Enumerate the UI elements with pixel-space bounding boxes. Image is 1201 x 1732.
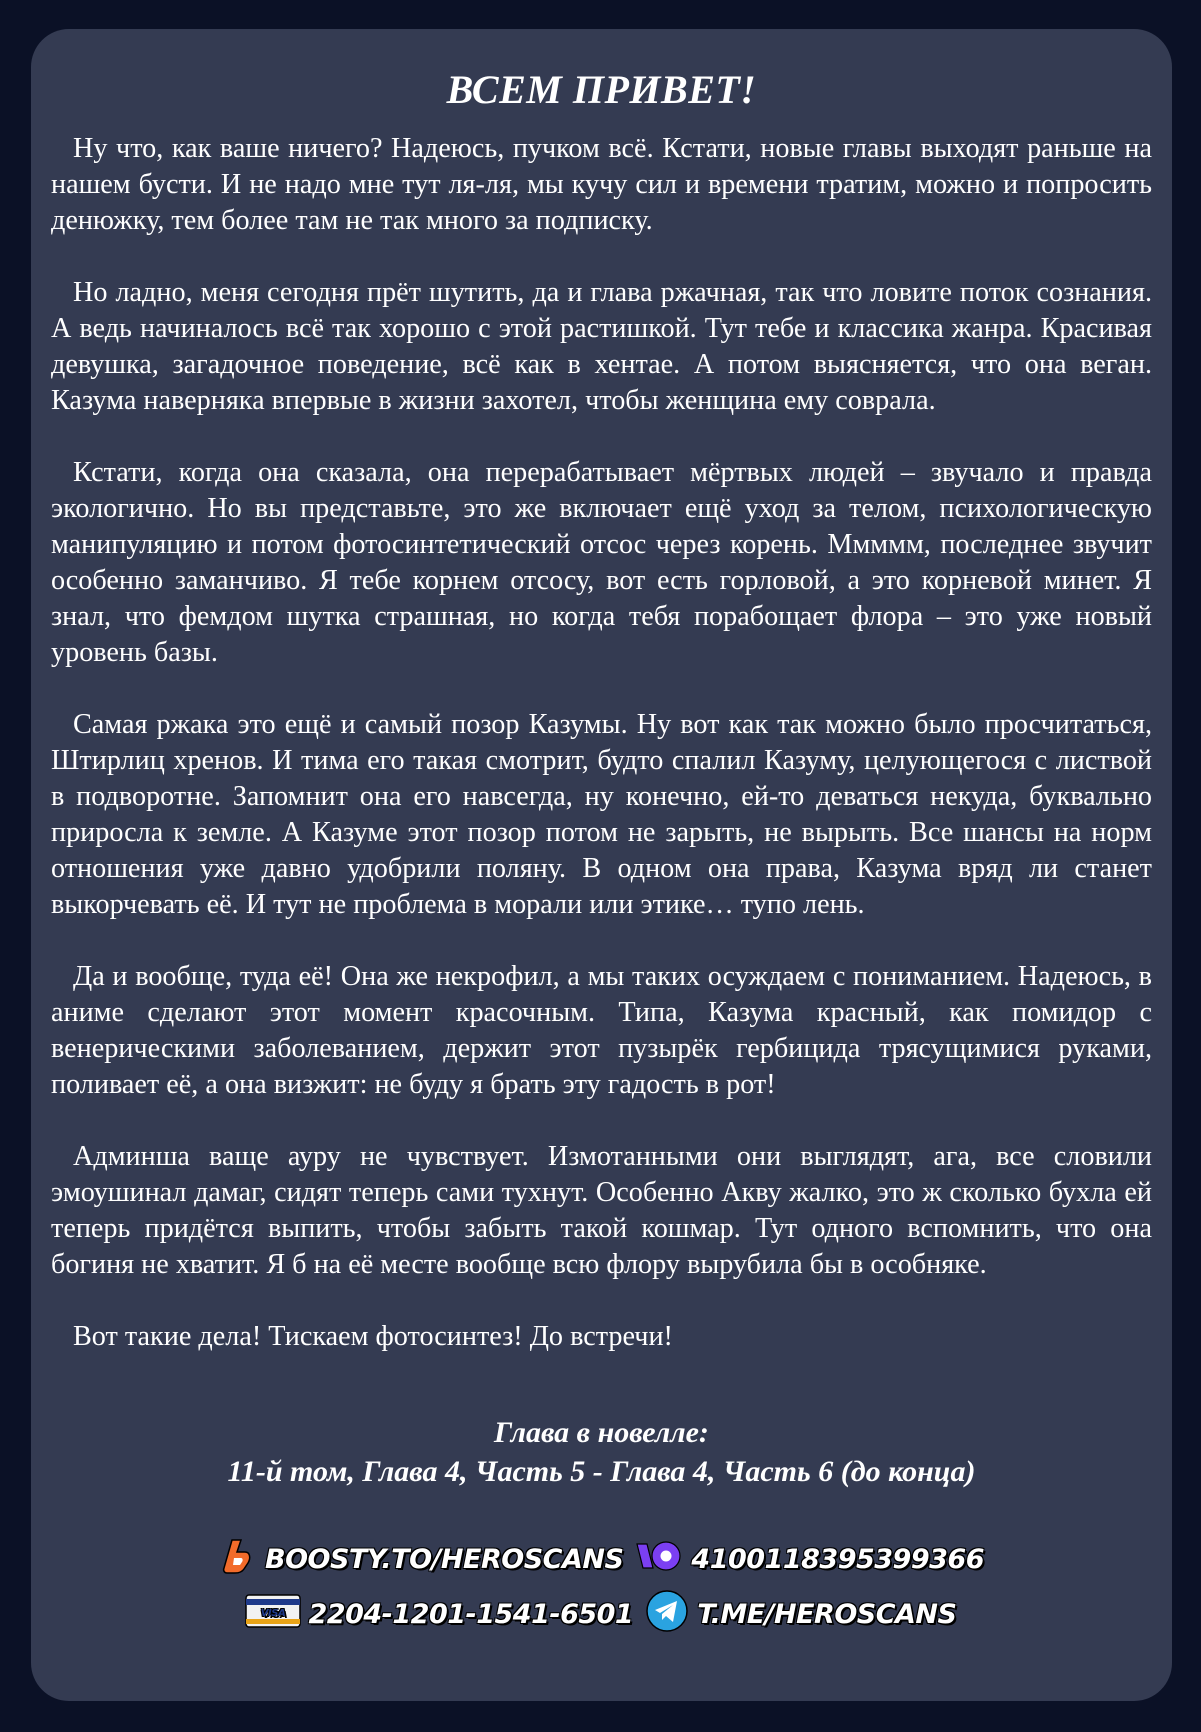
paragraph: Вот такие дела! Тискаем фотосинтез! До встречи!	[73, 1321, 673, 1352]
card-number-text: 2204-1201-1541-6501	[308, 1599, 634, 1630]
paragraph: Да и вообще, туда её! Она же некрофил, а мы таких осуждаем с пониманием. Надеюсь, в аниме сделают этот момент красочным. Типа, Казума красный, как помидор с венерическими заболеванием, держит этот пузырёк гербицида трясущимися руками, поливает её, а она визжит: не буду я брать эту гадость в рот!	[51, 961, 1152, 1100]
links-row-bottom	[245, 1589, 957, 1640]
links-row-top	[217, 1536, 984, 1583]
paragraph: Ну что, как ваше ничего? Надеюсь, пучком всё. Кстати, новые главы выходят раньше на нашем бусти. И не надо мне тут ля-ля, мы кучу сил и времени тратим, можно и попросить денюжку, тем более там не так много за подписку.	[51, 133, 1152, 236]
support-links	[0, 1536, 1201, 1640]
page-title: ВСЕМ ПРИВЕТ!	[446, 67, 757, 112]
paragraph: Кстати, когда она сказала, она перерабатывает мёртвых людей – звучало и правда экологично. Но вы представьте, это же включает ещё уход за телом, психологическую манипуляцию и потом фотосинтетический отсос через корень. Ммммм, последнее звучит особенно заманчиво. Я тебе корнем отсосу, вот есть горловой, а это корневой минет. Я знал, что фемдом шутка страшная, но когда тебя порабощает флора – это уже новый уровень базы.	[51, 457, 1152, 668]
paragraph: Админша ваще ауру не чувствует. Измотанными они выглядят, ага, все словили эмоушинал дамаг, сидят теперь сами тухнут. Особенно Акву жалко, это ж сколько бухла ей теперь придётся выпить, чтобы забыть такой кошмар. Тут одного вспомнить, что она богиня не хватит. Я б на её месте вообще всю флору вырубила бы в особняке.	[51, 1141, 1152, 1280]
telegram-link[interactable]	[645, 1589, 956, 1640]
visa-badge-text: VISA	[260, 1608, 285, 1619]
announcement-card	[31, 29, 1172, 1701]
card-number-link[interactable]	[245, 1593, 634, 1636]
boosty-link-text: BOOSTY.TO/HEROSCANS	[265, 1544, 624, 1575]
telegram-icon	[645, 1589, 689, 1640]
paragraph: Но ладно, меня сегодня прёт шутить, да и глава ржачная, так что ловите поток сознания. А ведь начиналось всё так хорошо с этой растишкой. Тут тебе и классика жанра. Красивая девушка, загадочное поведение, всё как в хентае. А потом выясняется, что она веган. Казума наверняка впервые в жизни захотел, чтобы женщина ему соврала.	[51, 277, 1152, 416]
paragraph: Самая ржака это ещё и самый позор Казумы. Ну вот как так можно было просчитаться, Штирлиц хренов. И тима его такая смотрит, будто спалил Казуму, целующегося с листвой в подворотне. Запомнит она его навсегда, ну конечно, ей-то деваться некуда, буквально приросла к земле. А Казуме этот позор потом не зарыть, не вырыть. Все шансы на норм отношения уже давно удобрили поляну. В одном она права, Казума вряд ли станет выкорчевать её. И тут не проблема в морали или этике… тупо лень.	[51, 709, 1152, 920]
yoomoney-link-text: 4100118395399366	[691, 1544, 984, 1575]
chapter-label: Глава в новелле:	[494, 1416, 709, 1449]
chapter-info	[51, 1413, 1152, 1491]
chapter-value: 11-й том, Глава 4, Часть 5 - Глава 4, Часть 6 (до конца)	[227, 1455, 976, 1488]
visa-card-icon	[245, 1593, 301, 1636]
telegram-link-text: T.ME/HEROSCANS	[697, 1599, 957, 1630]
announcement-body	[51, 131, 1152, 1355]
boosty-icon	[217, 1536, 257, 1583]
boosty-link[interactable]	[217, 1536, 623, 1583]
yoomoney-icon	[635, 1538, 683, 1581]
yoomoney-link[interactable]	[635, 1538, 984, 1581]
